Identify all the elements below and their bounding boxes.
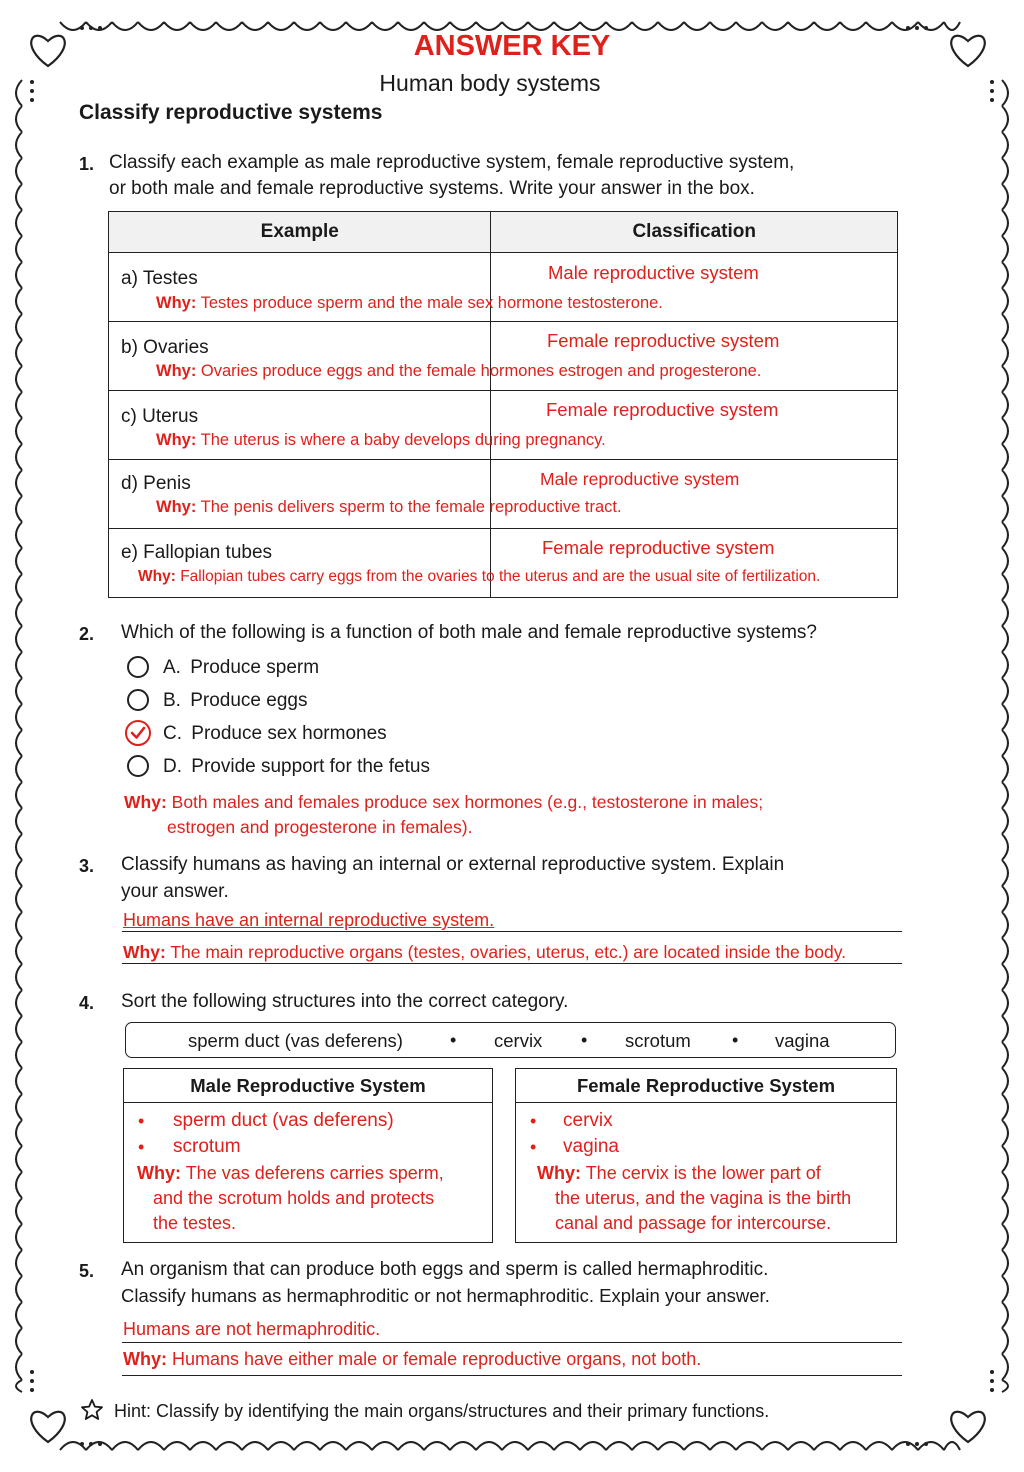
decorative-dot [990,1379,994,1383]
female-item: vagina [563,1136,619,1157]
radio-option-a[interactable] [127,656,149,678]
option-c-label: C. Produce sex hormones [163,723,387,744]
classification-answer: Male reproductive system [540,469,740,489]
question-3-answer: Humans have an internal reproductive system. [123,910,495,930]
decorative-dot [906,1442,910,1446]
check-icon [127,722,149,744]
decorative-dot [98,1442,102,1446]
decorative-dot [30,1370,34,1374]
male-why-line3: the testes. [153,1213,237,1233]
decorative-dot [990,80,994,84]
why-explanation: Why: Testes produce sperm and the male sex hormone testosterone. [156,294,663,312]
divider [515,1102,897,1103]
question-1-text-line2: or both male and female reproductive systems. Write your answer in the box. [109,178,755,199]
word-bank-item: vagina [775,1030,830,1051]
example-cell: a) Testes [121,268,198,289]
question-5-text-line2: Classify humans as hermaphroditic or not hermaphroditic. Explain your answer. [121,1285,770,1306]
page-subtitle: Human body systems [379,70,601,96]
bullet: • [138,1137,145,1157]
decorative-dot [924,1442,928,1446]
classification-table [108,211,898,598]
word-bank-separator: • [581,1030,588,1050]
male-why-line2: and the scrotum holds and protects [153,1188,435,1208]
answer-line [122,963,902,964]
question-5-answer: Humans are not hermaphroditic. [123,1319,381,1339]
example-cell: d) Penis [121,473,191,494]
radio-option-d[interactable] [127,755,149,777]
decorative-dot [80,1442,84,1446]
question-5-why: Why: Humans have either male or female reproductive organs, not both. [123,1349,702,1369]
male-category-title: Male Reproductive System [190,1075,426,1096]
answer-line [122,1342,902,1343]
column-header-classification: Classification [491,212,898,253]
option-b-label: B. Produce eggs [163,690,308,711]
female-why-line2: the uterus, and the vagina is the birth [555,1188,852,1208]
why-explanation: Why: Ovaries produce eggs and the female hormones estrogen and progesterone. [156,362,762,380]
question-3-number: 3. [79,856,95,876]
word-bank-separator: • [450,1030,457,1050]
heart-icon [31,1412,65,1442]
option-a-label: A. Produce sperm [163,657,320,678]
question-1-number: 1. [79,154,95,174]
question-3-text-line2: your answer. [121,881,229,902]
word-bank-item: sperm duct (vas deferens) [188,1030,403,1051]
decorative-dot [30,98,34,102]
question-3-why: Why: The main reproductive organs (testes, ovaries, uterus, etc.) are located inside the body. [123,942,847,962]
decorative-dot [89,1442,93,1446]
why-explanation: Why: The uterus is where a baby develops during pregnancy. [156,431,606,449]
word-bank-separator: • [732,1030,739,1050]
answer-line [122,1375,902,1376]
question-2-text: Which of the following is a function of both male and female reproductive systems? [121,622,817,643]
classification-answer: Female reproductive system [542,537,775,558]
why-explanation: Why: Fallopian tubes carry eggs from the ovaries to the uterus and are the usual site of fertilization. [138,568,821,585]
hint-text: Hint: Classify by identifying the main organs/structures and their primary functions. [114,1401,770,1421]
female-item: cervix [563,1110,613,1131]
decorative-dot [30,1388,34,1392]
male-item: sperm duct (vas deferens) [173,1110,394,1131]
divider [123,1102,493,1103]
decorative-dot [990,1388,994,1392]
star-icon [80,1398,104,1422]
bullet: • [530,1137,537,1157]
example-cell: b) Ovaries [121,337,209,358]
word-bank-item: cervix [494,1030,543,1051]
male-why-line1: Why: The vas deferens carries sperm, [137,1163,444,1183]
male-item: scrotum [173,1136,241,1157]
classification-answer: Male reproductive system [548,262,759,283]
table-row [109,460,898,529]
question-5-text-line1: An organism that can produce both eggs and sperm is called hermaphroditic. [121,1259,769,1280]
classification-answer: Female reproductive system [547,330,780,351]
radio-option-c-selected[interactable] [125,720,151,746]
page-title: ANSWER KEY [413,30,611,62]
section-heading: Classify reproductive systems [79,101,383,124]
decorative-dot [915,1442,919,1446]
bullet: • [530,1111,537,1131]
radio-option-b[interactable] [127,689,149,711]
example-cell: e) Fallopian tubes [121,542,273,563]
question-2-why-line2: estrogen and progesterone in females). [167,817,473,837]
female-why-line3: canal and passage for intercourse. [555,1213,832,1233]
bullet: • [138,1111,145,1131]
question-2-number: 2. [79,624,95,644]
question-3-text-line1: Classify humans as having an internal or external reproductive system. Explain [121,854,785,875]
decorative-dot [990,89,994,93]
word-bank-item: scrotum [625,1030,691,1051]
question-1-text-line1: Classify each example as male reproductive system, female reproductive system, [109,152,795,173]
classification-answer: Female reproductive system [546,399,779,420]
option-d-label: D. Provide support for the fetus [163,756,430,777]
example-cell: c) Uterus [121,406,199,427]
answer-line [122,931,902,932]
heart-icon [951,1412,985,1442]
column-header-example: Example [109,212,491,253]
question-5-number: 5. [79,1261,95,1281]
question-4-text: Sort the following structures into the correct category. [121,991,569,1012]
question-4-number: 4. [79,993,95,1013]
why-explanation: Why: The penis delivers sperm to the female reproductive tract. [156,498,622,516]
decorative-dot [990,98,994,102]
decorative-dot [30,1379,34,1383]
question-2-why-line1: Why: Both males and females produce sex hormones (e.g., testosterone in males; [124,792,764,812]
female-why-line1: Why: The cervix is the lower part of [537,1163,821,1183]
female-category-title: Female Reproductive System [576,1075,836,1096]
decorative-dot [990,1370,994,1374]
